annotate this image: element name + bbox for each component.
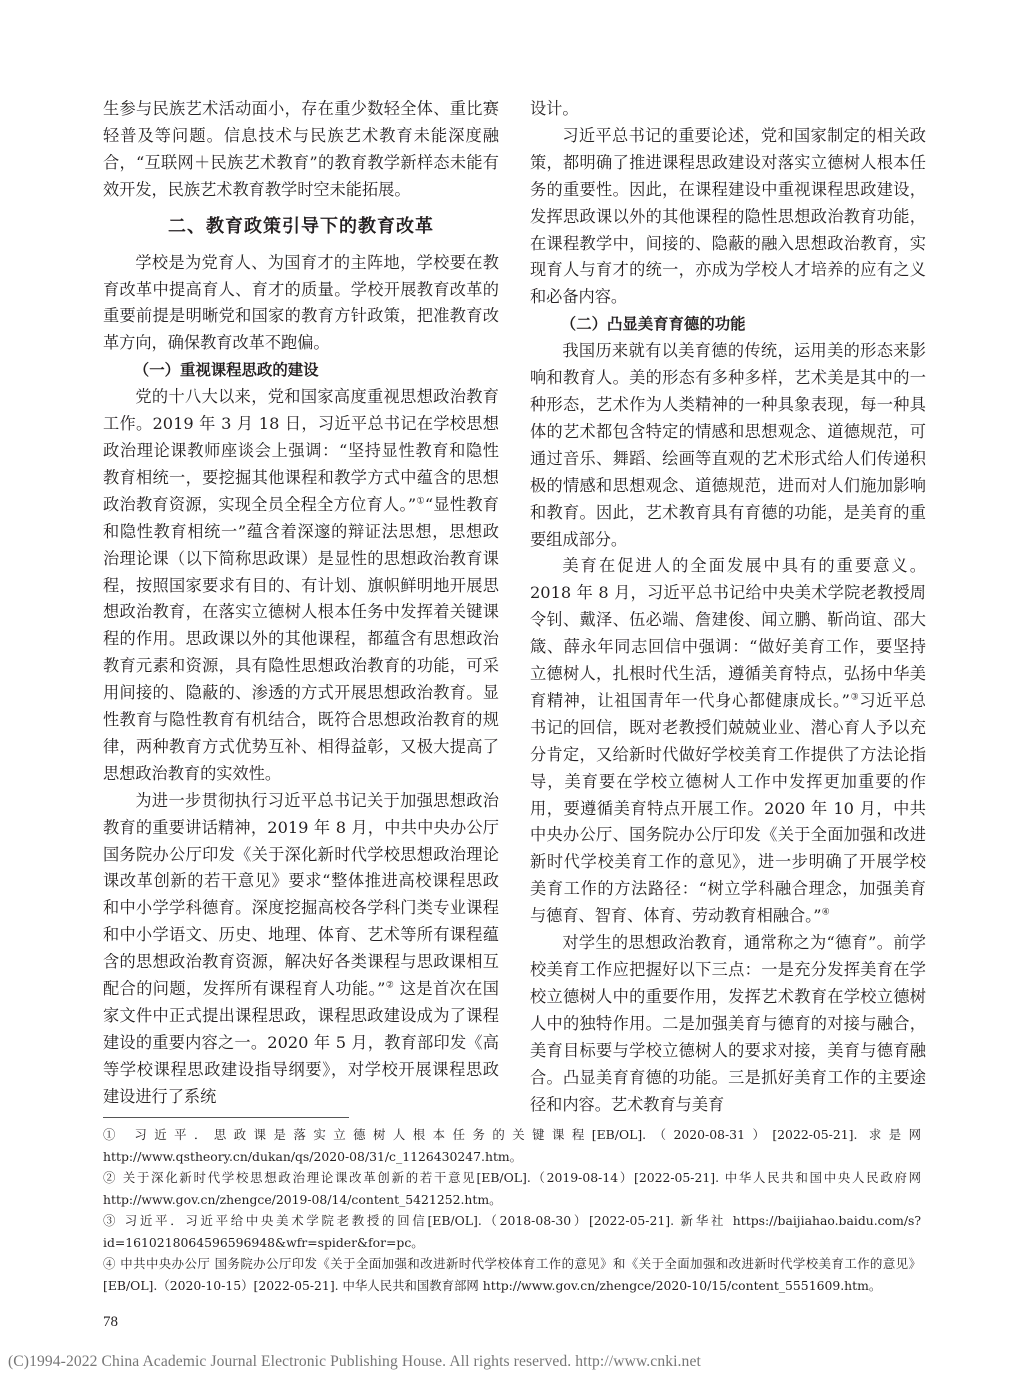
section-heading: 二、教育政策引导下的教育改革 (168, 215, 434, 237)
right-column (530, 96, 926, 1118)
footnote-4: ④ 中共中央办公厅 国务院办公厅印发《关于全面加强和改进新时代学校体育工作的意见》和《关于全面加强和改进新时代学校美育工作的意见》[EB/OL].（2020-10-15）[2022-05-21]. 中华人民共和国教育部网 http://www.gov.cn/zhengce/2020-10/15/content_5551609.htm。 (103, 1256, 921, 1293)
page-number: 78 (103, 1314, 118, 1330)
paragraph-text: 习近平总书记的回信，既对老教授们兢兢业业、潜心育人予以充分肯定，又给新时代做好学校美育工作提供了方法论指导，美育要在学校立德树人工作中发挥更加重要的作用，要遵循美育特点开展工作。2020 年 10 月，中共中央办公厅、国务院办公厅印发《关于全面加强和改进新时代学校美育工作的意见》，进一步明确了开展学校美育工作的方法路径：“树立学科融合理念，加强美育与德育、智育、体育、劳动教育相融合。” (530, 690, 926, 926)
footnote-ref-3[interactable]: ③ (849, 692, 860, 703)
paragraph-text: 党的十八大以来，党和国家高度重视思想政治教育工作。2019 年 3 月 18 日，习近平总书记在学校思想政治理论课教师座谈会上强调：“坚持显性教育和隐性教育相统一，要挖掘其他课程和教学方式中蕴含的思想政治教育资源，实现全员全程全方位育人。” (103, 387, 499, 514)
paragraph-text: 这是首次在国家文件中正式提出课程思政，课程思政建设成为了课程建设的重要内容之一。2020 年 5 月，教育部印发《高等学校课程思政建设指导纲要》，对学校开展课程思政建设进行了系统 (103, 979, 499, 1106)
footnote-2: ② 关于深化新时代学校思想政治理论课改革创新的若干意见[EB/OL].（2019-08-14）[2022-05-21]. 中华人民共和国中央人民政府网 http://www.gov.cn/zhengce/2019-08/14/content_5421252.htm。 (103, 1170, 921, 1207)
paragraph-text: 为进一步贯彻执行习近平总书记关于加强思想政治教育的重要讲话精神，2019 年 8 月，中共中央办公厅 国务院办公厅印发《关于深化新时代学校思想政治理论课改革创新的若干意见》要求“整体推进高校课程思政和中小学学科德育。深度挖掘高校各学科门类专业课程和中小学语文、历史、地理、体育、艺术等所有课程蕴含的思想政治教育资源，解决好各类课程与思政课相互配合的问题，发挥所有课程育人功能。” (103, 790, 499, 999)
intro-paragraph: 生参与民族艺术活动面小，存在重少数轻全体、重比赛轻普及等问题。信息技术与民族艺术教育未能深度融合，“互联网＋民族艺术教育”的教育教学新样态未能有效开发，民族艺术教育教学时空未能拓展。 (103, 99, 499, 199)
footnote-ref-1[interactable]: ① (416, 496, 425, 507)
paragraph-party-congress (103, 384, 499, 788)
footnote-1: ① 习近平．思政课是落实立德树人根本任务的关键课程[EB/OL].（2020-08-31）[2022-05-21]. 求是网 http://www.qstheory.cn/dukan/qs/2020-08/31/c_1126430247.htm。 (103, 1127, 921, 1164)
paragraph-aesthetic-significance (530, 553, 926, 930)
paragraph-text: 美育在促进人的全面发展中具有的重要意义。2018 年 8 月，习近平总书记给中央美术学院老教授周令钊、戴泽、伍必端、詹建俊、闻立鹏、靳尚谊、邵大箴、薛永年同志回信中强调：“做好美育工作，要坚持立德树人，扎根时代生活，遵循美育特点，弘扬中华美育精神，让祖国青年一代身心都健康成长。” (530, 556, 926, 710)
section-paragraph: 学校是为党育人、为国育才的主阵地，学校要在教育改革中提高育人、育才的质量。学校开展教育改革的重要前提是明晰党和国家的教育方针政策，把准教育改革方向，确保教育改革不跑偏。 (103, 252, 499, 353)
left-column (103, 96, 499, 1111)
paragraph-continued: 设计。 (530, 99, 579, 118)
footnotes (103, 1124, 921, 1296)
paragraph-important-discourse: 习近平总书记的重要论述，党和国家制定的相关政策，都明确了推进课程思政建设对落实立德树人根本任务的重要性。因此，在课程建设中重视课程思政建设，发挥思政课以外的其他课程的隐性思想政治教育功能，在课程教学中，间接的、隐蔽的融入思想政治教育，实现育人与育才的统一，亦成为学校人才培养的应有之义和必备内容。 (530, 125, 926, 307)
subheading-aesthetic-moral: （二）凸显美育育德的功能 (560, 315, 746, 334)
paragraph-moral-education: 对学生的思想政治教育，通常称之为“德育”。前学校美育工作应把握好以下三点：一是充分发挥美育在学校立德树人中的重要作用，发挥艺术教育在学校立德树人中的独特作用。二是加强美育与德育的对接与融合，美育目标要与学校立德树人的要求对接，美育与德育融合。凸显美育育德的功能。三是抓好美育工作的主要途径和内容。艺术教育与美育 (530, 933, 926, 1114)
footnote-ref-2[interactable]: ② (385, 980, 395, 991)
footnote-divider (103, 1117, 349, 1118)
subheading-course-ideology: （一）重视课程思政的建设 (133, 361, 319, 380)
paragraph-policy-2019 (103, 788, 499, 1111)
footnote-3: ③ 习近平．习近平给中央美术学院老教授的回信[EB/OL].（2018-08-30）[2022-05-21]. 新华社 https://baijiahao.baidu.com/s?id=1610218064596596948&wfr=spider&for=pc。 (103, 1213, 921, 1250)
paragraph-text: “显性教育和隐性教育相统一”蕴含着深邃的辩证法思想，思想政治理论课（以下简称思政课）是显性的思想政治教育课程，按照国家要求有目的、有计划、旗帜鲜明地开展思想政治教育，在落实立德树人根本任务中发挥着关键课程的作用。思政课以外的其他课程，都蕴含有思想政治教育元素和资源，具有隐性思想政治教育的功能，可采用间接的、隐蔽的、渗透的方式开展思想政治教育。显性教育与隐性教育有机结合，既符合思想政治教育的规律，两种教育方式优势互补、相得益彰，又极大提高了思想政治教育的实效性。 (103, 494, 499, 783)
footnote-ref-4[interactable]: ④ (821, 907, 830, 918)
paragraph-aesthetic-tradition: 我国历来就有以美育德的传统，运用美的形态来影响和教育人。美的形态有多种多样，艺术美是其中的一种形态，艺术作为人类精神的一种具象表现，每一种具体的艺术都包含特定的情感和思想观念、道德规范，可通过音乐、舞蹈、绘画等直观的艺术形式给人们传递积极的情感和思想观念、道德规范，进而对人们施加影响和教育。因此，艺术教育具有育德的功能，是美育的重要组成部分。 (530, 341, 926, 549)
body-columns (103, 96, 926, 1114)
copyright-notice: (C)1994-2022 China Academic Journal Electronic Publishing House. All rights reserved. http://www.cnki.net (8, 1353, 701, 1370)
